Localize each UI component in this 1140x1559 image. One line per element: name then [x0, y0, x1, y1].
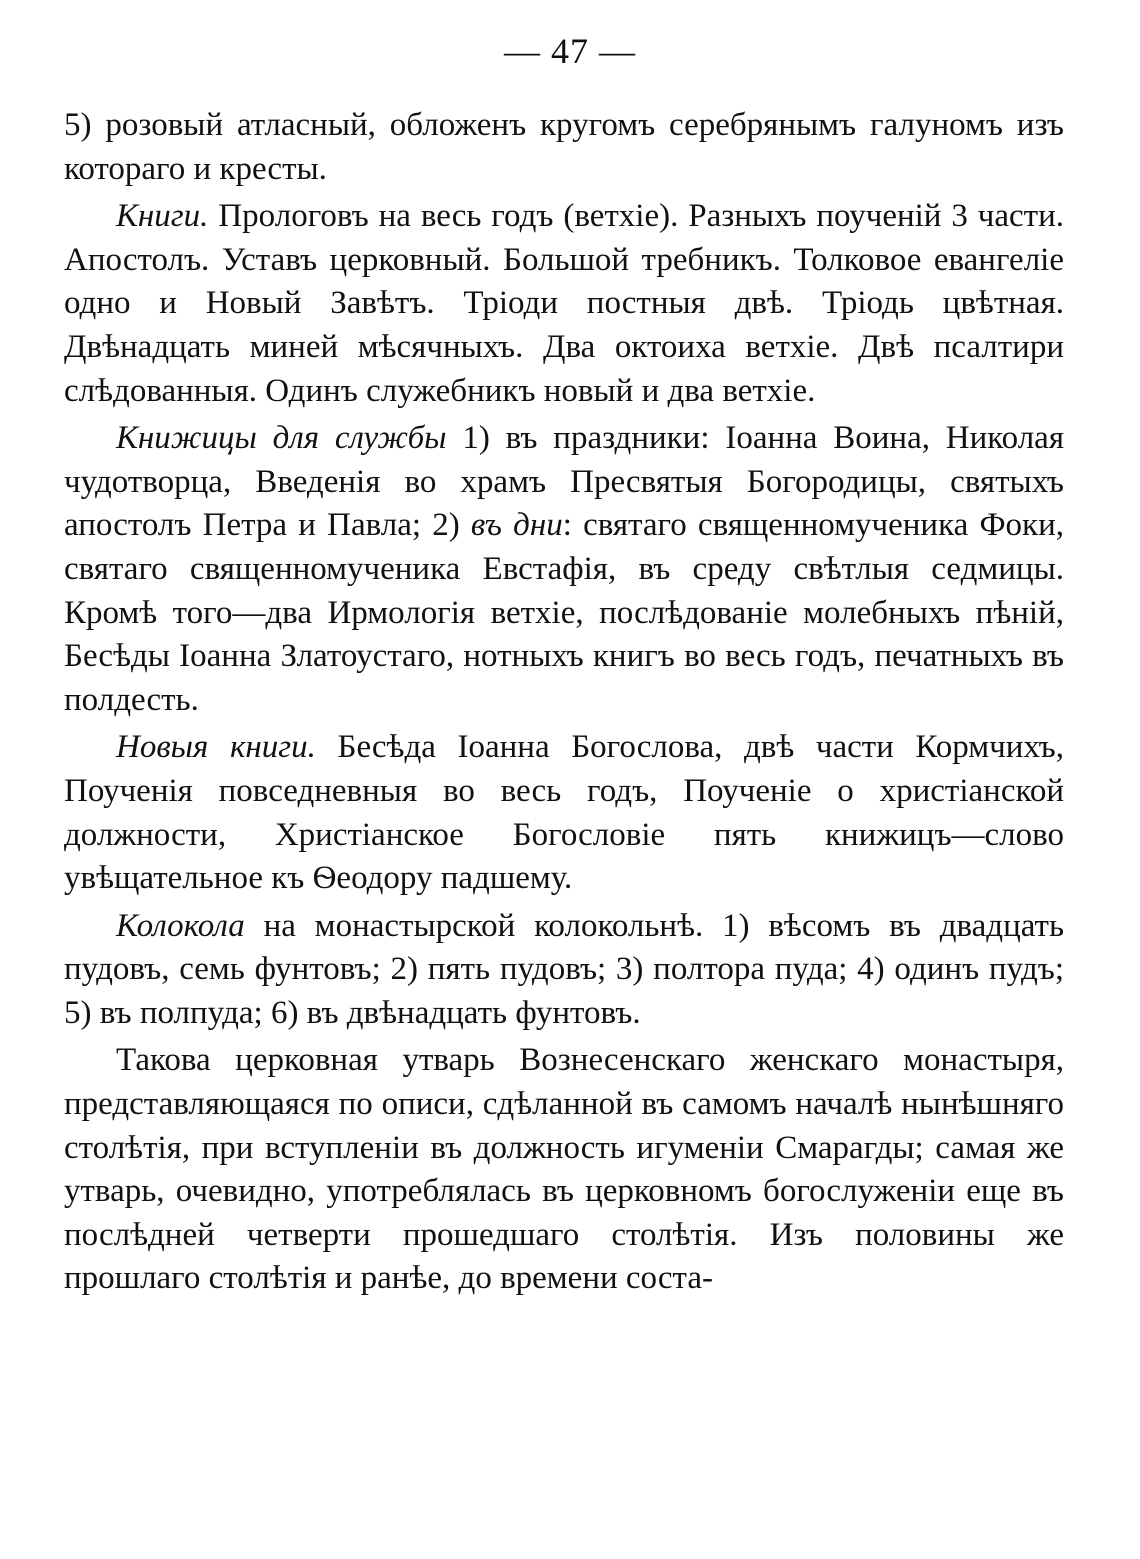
page-body [64, 104, 1064, 1305]
paragraph-summary [64, 1039, 1064, 1301]
paragraph-text: Бесѣда Іоанна Богослова, двѣ части Кормчихъ, Поученія повседневныя во весь годъ, Поученіе о христіанской должности, Христіанское Богословіе пять книжицъ—слово увѣщательное къ Ѳеодору падшему. [64, 729, 1064, 897]
paragraph-service-booklets [64, 417, 1064, 722]
paragraph-text-continued: : святаго священномученика Фоки, святаго священномученика Евстафія, въ среду свѣтлыя седмицы. Кромѣ того—два Ирмологія ветхіе, послѣдованіе молебныхъ пѣній, Бесѣды Іоанна Златоустаго, нотныхъ книгъ во весь годъ, печатныхъ въ полдесть. [64, 507, 1064, 718]
inline-italic-days: въ дни [470, 507, 563, 544]
paragraph-text: 5) розовый атласный, обложенъ кругомъ серебрянымъ галуномъ изъ котораго и кресты. [64, 107, 1064, 187]
paragraph-new-books [64, 726, 1064, 900]
paragraph-text: на монастырской колокольнѣ. 1) вѣсомъ въ двадцать пудовъ, семь фунтовъ; 2) пять пудовъ; 3) полтора пуда; 4) одинъ пудъ; 5) въ полпуда; 6) въ двѣнадцать фунтовъ. [64, 907, 1064, 1031]
paragraph-bells [64, 905, 1064, 1036]
section-heading-service-booklets: Книжицы для службы [116, 420, 447, 457]
paragraph-text: Такова церковная утварь Вознесенскаго женскаго монастыря, представляющаяся по описи, сдѣланной въ самомъ началѣ нынѣшняго столѣтія, при вступленіи въ должность игумeніи Смарагды; самая же утварь, очевидно, употреблялась въ церковномъ богослуженіи еще въ послѣдней четверти прошедшаго столѣтія. Изъ половины же прошлаго столѣтія и ранѣе, до времени соста- [64, 1042, 1064, 1297]
paragraph-books [64, 195, 1064, 413]
paragraph-text: Прологовъ на весь годъ (ветхіе). Разныхъ поученій 3 части. Апостолъ. Уставъ церковный. Большой требникъ. Толковое евангеліе одно и Новый Завѣтъ. Тріоди постныя двѣ. Тріодь цвѣтная. Двѣнадцать миней мѣсячныхъ. Два октоиха ветхіе. Двѣ псалтири слѣдованныя. Одинъ служебникъ новый и два ветхіе. [64, 198, 1064, 409]
section-heading-books: Книги. [116, 198, 209, 235]
paragraph-text: 1) въ праздники: Іоанна Воина, Николая чудотворца, Введенія во храмъ Пресвятыя Богородицы, святыхъ апостолъ Петра и Павла; 2) [64, 420, 1064, 544]
section-heading-bells: Колокола [116, 907, 245, 944]
page-number: — 47 — [504, 31, 636, 71]
section-heading-new-books: Новыя книги. [116, 729, 316, 766]
paragraph-vestment [64, 104, 1064, 191]
